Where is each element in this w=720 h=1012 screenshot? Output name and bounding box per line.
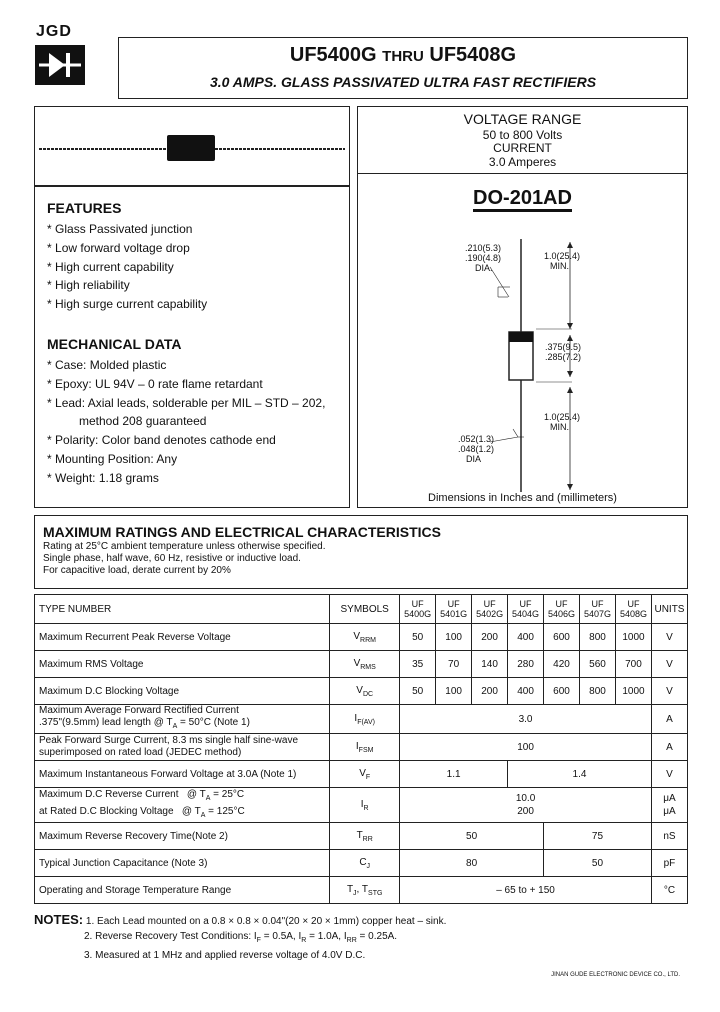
notes-section	[34, 912, 446, 963]
part-end: UF5408G	[429, 44, 517, 66]
table-row: Maximum Recurrent Peak Reverse Voltage $V_{RRM}$ 50 100 200 400 600 800 1000 V	[35, 624, 688, 651]
part-thru: THRU	[382, 48, 424, 65]
col-part: UF 5407G	[580, 595, 616, 624]
footer-company: JINAN GUDE ELECTRONIC DEVICE CO., LTD.	[551, 972, 680, 978]
table-row: Peak Forward Surge Current, 8.3 ms single half sine-wave superimposed on rated load (JEDEC method) $I_{FSM}$ 100 A	[35, 734, 688, 761]
features-box	[34, 186, 350, 508]
col-type-number: TYPE NUMBER	[35, 595, 330, 624]
col-part: UF 5401G	[436, 595, 472, 624]
mech-item: * Polarity: Color band denotes cathode end	[47, 433, 276, 448]
rating-note: Rating at 25°C ambient temperature unless otherwise specified.	[43, 541, 326, 552]
note-1: 1. Each Lead mounted on a 0.8 × 0.8 × 0.04"(20 × 20 × 1mm) copper heat – sink.	[85, 916, 447, 927]
col-part: UF 5408G	[615, 595, 651, 624]
col-part: UF 5404G	[508, 595, 544, 624]
diode-logo-icon	[35, 45, 85, 85]
feature-item: * High surge current capability	[47, 297, 208, 312]
ratings-header-box	[34, 515, 688, 589]
features-list	[47, 220, 207, 314]
voltage-range-title: VOLTAGE RANGE	[463, 111, 582, 127]
dim-lead-diameter: .052(1.3) .048(1.2) DIA	[458, 434, 495, 464]
feature-item: * Low forward voltage drop	[47, 240, 190, 255]
dim-upper-lead-length: 1.0(25.4) MIN.	[544, 251, 581, 271]
part-start: UF5400G	[289, 44, 377, 66]
voltage-range: 50 to 800 Volts	[482, 128, 563, 142]
table-header-row	[35, 595, 688, 624]
subtitle: 3.0 AMPS. GLASS PASSIVATED ULTRA FAST RECTIFIERS	[209, 74, 597, 90]
table-row: Maximum Instantaneous Forward Voltage at 3.0A (Note 1) $V_F$ 1.1 1.4 V	[35, 761, 688, 788]
current-value: 3.0 Amperes	[488, 155, 557, 169]
table-row: Operating and Storage Temperature Range $T_J$, $T_{STG}$ – 65 to + 150 °C	[35, 877, 688, 904]
mech-item: * Weight: 1.18 grams	[47, 470, 159, 485]
features-title: FEATURES	[47, 200, 122, 216]
package-title: DO-201AD	[473, 187, 572, 212]
col-units: UNITS	[651, 595, 687, 624]
feature-item: * Glass Passivated junction	[47, 222, 193, 236]
rating-note: For capacitive load, derate current by 20%	[43, 565, 231, 576]
table-row: Maximum D.C Reverse Current @ $T_A = 25^\circ C$ at Rated D.C Blocking Voltage @ $T_A = 125^\circ C$ $I_R$ 10.0 200 μA μA	[35, 788, 688, 823]
diode-image-box	[34, 106, 350, 186]
current-title: CURRENT	[493, 141, 552, 155]
col-part: UF 5400G	[400, 595, 436, 624]
feature-item: * High reliability	[47, 278, 130, 293]
part-title	[119, 44, 687, 67]
table-row: Maximum RMS Voltage $V_{RMS}$ 35 70 140 280 420 560 700 V	[35, 651, 688, 678]
col-symbols: SYMBOLS	[330, 595, 400, 624]
feature-item: * High current capability	[47, 259, 174, 274]
dim-body-diameter: .210(5.3) .190(4.8) DIA.	[465, 243, 502, 273]
dim-lower-lead-length: 1.0(25.4) MIN.	[544, 412, 581, 432]
ratings-notes	[43, 541, 325, 577]
ratings-title: MAXIMUM RATINGS AND ELECTRICAL CHARACTERISTICS	[43, 524, 441, 540]
col-part: UF 5402G	[472, 595, 508, 624]
mech-item: * Mounting Position: Any	[47, 451, 178, 466]
mech-item: * Lead: Axial leads, solderable per MIL – STD – 202,	[47, 395, 326, 410]
table-row: Maximum D.C Blocking Voltage $V_{DC}$ 50 100 200 400 600 800 1000 V	[35, 678, 688, 705]
notes-title: NOTES:	[34, 912, 84, 927]
col-part: UF 5406G	[544, 595, 580, 624]
diode-drawing	[35, 107, 349, 185]
table-row: Typical Junction Capacitance (Note 3) $C_J$ 80 50 pF	[35, 850, 688, 877]
ratings-table	[34, 594, 688, 904]
dimensions-caption: Dimensions in Inches and (millimeters)	[428, 492, 617, 504]
mechanical-list	[47, 356, 325, 488]
table-row: Maximum Average Forward Rectified Current .375"(9.5mm) lead length @ $T_A = 50^\circ C$ (Note 1) $I_{F(AV)}$ 3.0 A	[35, 705, 688, 734]
company-logo	[30, 25, 90, 90]
mechanical-title: MECHANICAL DATA	[47, 336, 182, 352]
table-row: Maximum Reverse Recovery Time(Note 2) $T_{RR}$ 50 75 nS	[35, 823, 688, 850]
mech-item: method 208 guaranteed	[79, 414, 207, 429]
spec-box	[357, 106, 688, 508]
logo-text: JGD	[36, 23, 72, 40]
title-box	[118, 37, 688, 99]
rating-note: Single phase, half wave, 60 Hz, resistive or inductive load.	[43, 553, 301, 564]
package-outline-drawing	[358, 107, 687, 507]
mech-item: * Epoxy: UL 94V – 0 rate flame retardant	[47, 376, 263, 391]
note-3: 3. Measured at 1 MHz and applied reverse voltage of 4.0V D.C.	[84, 950, 366, 961]
dim-body-length: .375(9.5) .285(7.2)	[545, 342, 582, 362]
note-2: 2. Reverse Recovery Test Conditions: $I_F = 0.5A$, $I_R = 1.0A$, $I_{RR} = 0.25A$.	[84, 931, 398, 944]
mech-item: * Case: Molded plastic	[47, 358, 167, 372]
